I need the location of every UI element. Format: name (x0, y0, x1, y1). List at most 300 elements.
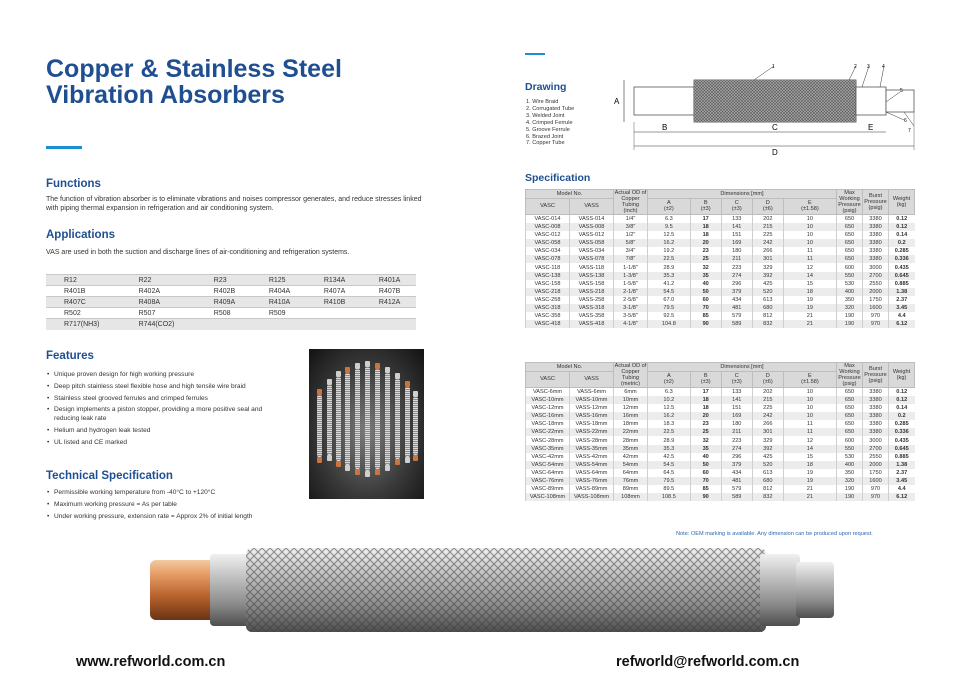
refrigerant-cell (306, 319, 361, 330)
spec-row (526, 320, 915, 328)
technical-specification-list (46, 489, 306, 524)
refrigerant-row (46, 297, 416, 308)
features-heading: Features (46, 350, 94, 362)
technical-specification-heading: Technical Specification (46, 470, 173, 482)
spec-cell: 60 (690, 469, 721, 477)
spec-row (526, 304, 915, 312)
spec-cell: 17 (690, 388, 721, 397)
spec-cell: VASC-89mm (526, 485, 570, 493)
spec-cell: VASS-76mm (570, 477, 614, 485)
spec-cell: 19 (783, 296, 836, 304)
spec-cell: 274 (721, 445, 752, 453)
spec-cell: VASS-034 (570, 247, 614, 255)
spec-cell: 680 (752, 304, 783, 312)
spec-cell: 0.435 (889, 263, 915, 271)
spec-cell: 202 (752, 215, 783, 224)
feature-item: • Design implements a piston stopper, providing a more positive seal and reducing leak rate (46, 406, 286, 424)
refrigerants-table (46, 274, 416, 330)
photo-tube-cap (365, 471, 370, 477)
spec-cell: 600 (837, 436, 863, 444)
spec-cell: 10 (783, 396, 836, 404)
spec-cell: 25 (690, 428, 721, 436)
spec-cell: 20 (690, 239, 721, 247)
spec-cell: 2.37 (889, 296, 915, 304)
col-vasc: VASC (526, 371, 570, 387)
tech-spec-item: • Under working pressure, extension rate = Approx 2% of initial length (46, 513, 306, 522)
spec-cell: VASS-358 (570, 312, 614, 320)
spec-row (526, 280, 915, 288)
callout-2: 2 (854, 64, 857, 70)
spec-cell: 2-5/8" (614, 296, 648, 304)
spec-cell: 18 (783, 288, 836, 296)
spec-cell: 0.2 (889, 239, 915, 247)
spec-cell: 650 (837, 231, 863, 239)
specification-heading: Specification (525, 172, 591, 184)
spec-cell: VASC-118 (526, 263, 570, 271)
functions-heading: Functions (46, 178, 101, 190)
spec-cell: 16mm (614, 412, 648, 420)
spec-cell: 6.12 (889, 493, 915, 501)
spec-cell: VASC-64mm (526, 469, 570, 477)
callout-6: 6 (904, 118, 907, 124)
spec-cell: 1.38 (889, 461, 915, 469)
spec-cell: VASC-318 (526, 304, 570, 312)
spec-cell: 0.12 (889, 215, 915, 224)
spec-cell: 79.5 (648, 304, 691, 312)
spec-cell: VASS-42mm (570, 453, 614, 461)
spec-cell: 242 (752, 239, 783, 247)
spec-cell: VASS-158 (570, 280, 614, 288)
spec-cell: 60 (690, 296, 721, 304)
spec-cell: 3000 (863, 263, 889, 271)
feature-item: • Deep pitch stainless steel flexible hose and high tensile wire braid (46, 383, 286, 392)
spec-cell: VASC-28mm (526, 436, 570, 444)
spec-cell: 1-1/8" (614, 263, 648, 271)
spec-cell: 10 (783, 404, 836, 412)
spec-cell: 12.5 (648, 231, 691, 239)
refrigerant-cell: R12 (46, 275, 121, 286)
refrigerant-row (46, 286, 416, 297)
spec-cell: 379 (721, 461, 752, 469)
spec-cell: 223 (721, 263, 752, 271)
spec-cell: 3380 (863, 223, 889, 231)
spec-cell: 3380 (863, 255, 889, 263)
spec-cell: 3380 (863, 412, 889, 420)
spec-cell: 10.2 (648, 396, 691, 404)
refrigerant-row (46, 319, 416, 330)
spec-cell: VASC-034 (526, 247, 570, 255)
spec-cell: 18.3 (648, 420, 691, 428)
spec-row (526, 223, 915, 231)
spec-cell: 190 (837, 485, 863, 493)
col-b-tol: (±3) (700, 379, 711, 386)
spec-row (526, 453, 915, 461)
spec-cell: 35 (690, 445, 721, 453)
spec-cell: VASS-218 (570, 288, 614, 296)
spec-cell: 434 (721, 296, 752, 304)
spec-cell: VASC-258 (526, 296, 570, 304)
col-a-tol: (±2) (663, 379, 674, 386)
spec-cell: 520 (752, 288, 783, 296)
callout-3: 3 (867, 64, 870, 70)
refrigerant-row (46, 308, 416, 319)
spec-cell: 10 (783, 215, 836, 224)
spec-cell: VASC-16mm (526, 412, 570, 420)
spec-cell: 613 (752, 296, 783, 304)
spec-cell: VASS-89mm (570, 485, 614, 493)
spec-cell: VASS-18mm (570, 420, 614, 428)
col-e-tol: (±1.58) (801, 379, 819, 386)
spec-cell: 23 (690, 420, 721, 428)
refrigerant-row (46, 275, 416, 286)
col-dimensions: Dimensions [mm] (648, 363, 837, 372)
spec-cell: 54.5 (648, 461, 691, 469)
spec-cell: VASC-158 (526, 280, 570, 288)
spec-cell: VASC-54mm (526, 461, 570, 469)
spec-cell: 400 (837, 461, 863, 469)
refrigerant-cell (361, 308, 416, 319)
technical-drawing (604, 62, 916, 162)
photo-tube (405, 387, 410, 457)
spec-cell: 76mm (614, 477, 648, 485)
spec-row (526, 420, 915, 428)
spec-cell: 680 (752, 477, 783, 485)
spec-cell: 28.9 (648, 263, 691, 271)
photo-tube-cap (375, 469, 380, 475)
photo-tube (355, 369, 360, 469)
spec-cell: 3000 (863, 436, 889, 444)
spec-cell: 2.37 (889, 469, 915, 477)
title-underline (46, 146, 82, 149)
col-b-tol: (±3) (700, 206, 711, 213)
spec-cell: 266 (752, 420, 783, 428)
photo-tube (395, 379, 400, 459)
spec-cell: VASC-218 (526, 288, 570, 296)
spec-cell: 40 (690, 453, 721, 461)
spec-cell: 650 (837, 223, 863, 231)
refrigerant-cell: R404A (268, 287, 291, 295)
spec-cell: 4.4 (889, 485, 915, 493)
spec-row (526, 215, 915, 224)
refrigerant-cell: R401A (361, 275, 416, 286)
spec-cell: 133 (721, 388, 752, 397)
spec-cell: VASC-76mm (526, 477, 570, 485)
spec-cell: 40 (690, 280, 721, 288)
spec-cell: 18mm (614, 420, 648, 428)
spec-cell: 832 (752, 493, 783, 501)
spec-cell: 650 (837, 396, 863, 404)
spec-cell: 0.885 (889, 280, 915, 288)
spec-cell: 2550 (863, 280, 889, 288)
spec-cell: 104.8 (648, 320, 691, 328)
refrigerant-cell: R23 (196, 275, 251, 286)
col-burst-pressure: Burst Pressure (psig) (863, 363, 889, 388)
part-item: 5. Groove Ferrule (526, 126, 570, 133)
spec-cell: 320 (837, 477, 863, 485)
spec-cell: 970 (863, 312, 889, 320)
spec-cell: 10 (783, 412, 836, 420)
photo-tube (345, 373, 350, 465)
refrigerant-cell: R509 (268, 309, 286, 317)
spec-cell: 3380 (863, 428, 889, 436)
spec-cell: 21 (783, 485, 836, 493)
spec-cell: 215 (752, 396, 783, 404)
spec-cell: 17 (690, 215, 721, 224)
spec-cell: VASC-058 (526, 239, 570, 247)
spec-cell: 89.5 (648, 485, 691, 493)
col-max-working-pressure: Max Working Pressure (psig) (838, 190, 861, 214)
product-banner-image (150, 540, 840, 640)
spec-cell: 0.645 (889, 272, 915, 280)
spec-cell: 589 (721, 320, 752, 328)
col-a-tol: (±2) (663, 206, 674, 213)
col-d: D (765, 373, 770, 380)
photo-tube (327, 385, 332, 455)
spec-cell: 169 (721, 239, 752, 247)
contact-email[interactable]: refworld@refworld.com.cn (616, 654, 800, 670)
spec-cell: VASS-16mm (570, 412, 614, 420)
photo-tube (375, 369, 380, 469)
spec-cell: 70 (690, 477, 721, 485)
part-item: 6. Brazed Joint (526, 133, 564, 140)
website-url[interactable]: www.refworld.com.cn (76, 654, 226, 670)
spec-cell: 600 (837, 263, 863, 271)
spec-cell: 3380 (863, 215, 889, 224)
col-weight: Weight (kg) (889, 190, 915, 215)
spec-cell: 0.14 (889, 231, 915, 239)
spec-cell: 64mm (614, 469, 648, 477)
spec-cell: VASS-64mm (570, 469, 614, 477)
spec-cell: VASS-108mm (570, 493, 614, 501)
spec-row (526, 485, 915, 493)
col-c-tol: (±3) (731, 206, 742, 213)
refrigerant-cell (361, 319, 416, 330)
spec-cell: 2700 (863, 272, 889, 280)
spec-cell: 28.9 (648, 436, 691, 444)
refrigerant-cell: R717(NH3) (46, 319, 121, 330)
dim-label-c: C (772, 123, 778, 132)
tech-spec-item: • Permissible working temperature from -40°C to +120°C (46, 489, 306, 498)
photo-tube (365, 367, 370, 471)
spec-cell: VASC-012 (526, 231, 570, 239)
spec-cell: 141 (721, 223, 752, 231)
spec-cell: 3/8" (614, 223, 648, 231)
spec-cell: 970 (863, 493, 889, 501)
drawing-braid-texture (694, 80, 856, 122)
spec-cell: VASS-54mm (570, 461, 614, 469)
drawing-copper-stub-left (634, 87, 694, 115)
spec-cell: 3.45 (889, 477, 915, 485)
spec-cell: 320 (837, 304, 863, 312)
col-e-tol: (±1.58) (801, 206, 819, 213)
spec-cell: 41.2 (648, 280, 691, 288)
features-list (46, 371, 286, 451)
part-item: 4. Crimped Ferrule (526, 119, 573, 126)
spec-cell: 3380 (863, 404, 889, 412)
col-actual-od-unit: (metric) (621, 381, 640, 387)
col-model-no: Model No. (526, 363, 614, 372)
parts-list (526, 99, 574, 147)
spec-cell: VASC-6mm (526, 388, 570, 397)
spec-cell: VASS-12mm (570, 404, 614, 412)
spec-cell: VASS-22mm (570, 428, 614, 436)
refrigerant-cell: R402A (138, 287, 161, 295)
spec-cell: 14 (783, 272, 836, 280)
spec-row (526, 288, 915, 296)
spec-cell: 1750 (863, 469, 889, 477)
spec-cell: 1-5/8" (614, 280, 648, 288)
spec-table-inch (525, 189, 915, 328)
page-title: Copper & Stainless Steel Vibration Absorbers (46, 55, 342, 109)
spec-cell: 301 (752, 428, 783, 436)
spec-cell: 19 (783, 477, 836, 485)
spec-cell: 613 (752, 469, 783, 477)
spec-cell: VASC-12mm (526, 404, 570, 412)
spec-cell: VASC-138 (526, 272, 570, 280)
spec-cell: 3380 (863, 396, 889, 404)
spec-cell: 92.5 (648, 312, 691, 320)
product-photo (309, 349, 424, 499)
spec-cell: 67.0 (648, 296, 691, 304)
spec-row (526, 388, 915, 397)
refrigerant-cell: R401B (64, 287, 86, 295)
spec-cell: 85 (690, 312, 721, 320)
spec-cell: VASS-35mm (570, 445, 614, 453)
spec-cell: 392 (752, 272, 783, 280)
spec-row (526, 231, 915, 239)
spec-cell: VASS-28mm (570, 436, 614, 444)
spec-cell: 223 (721, 436, 752, 444)
spec-row (526, 312, 915, 320)
spec-cell: 141 (721, 396, 752, 404)
spec-cell: 21 (783, 493, 836, 501)
refrigerant-cell: R407B (378, 287, 401, 295)
drawing-ferrule-right (856, 87, 886, 115)
spec-cell: 19.2 (648, 247, 691, 255)
feature-item: • Helium and hydrogen leak tested (46, 427, 286, 436)
spec-cell: 10 (783, 223, 836, 231)
spec-cell: 42.5 (648, 453, 691, 461)
spec-cell: 12.5 (648, 404, 691, 412)
spec-cell: 10mm (614, 396, 648, 404)
spec-cell: 42mm (614, 453, 648, 461)
photo-tube-cap (317, 457, 322, 463)
spec-cell: 520 (752, 461, 783, 469)
spec-cell: 190 (837, 320, 863, 328)
spec-cell: 296 (721, 453, 752, 461)
col-actual-od: Actual OD of Copper Tubing (614, 363, 647, 381)
spec-cell: 35mm (614, 445, 648, 453)
col-dimensions: Dimensions [mm] (648, 190, 837, 199)
spec-cell: 190 (837, 312, 863, 320)
spec-cell: 18 (690, 404, 721, 412)
spec-cell: VASC-358 (526, 312, 570, 320)
col-burst-pressure: Burst Pressure (psig) (863, 190, 889, 215)
spec-cell: VASS-6mm (570, 388, 614, 397)
spec-cell: 650 (837, 255, 863, 263)
refrigerant-cell: R410B (306, 297, 361, 308)
spec-row (526, 493, 915, 501)
spec-cell: 3380 (863, 388, 889, 397)
spec-cell: 530 (837, 280, 863, 288)
spec-cell: 2550 (863, 453, 889, 461)
spec-cell: 0.336 (889, 255, 915, 263)
spec-cell: 180 (721, 420, 752, 428)
refrigerant-cell: R412A (361, 297, 416, 308)
spec-cell: 329 (752, 436, 783, 444)
feature-item: • UL listed and CE marked (46, 439, 286, 448)
spec-cell: 274 (721, 272, 752, 280)
photo-tube (336, 377, 341, 461)
spec-cell: 1-3/8" (614, 272, 648, 280)
spec-cell: VASC-078 (526, 255, 570, 263)
spec-cell: 1/4" (614, 215, 648, 224)
callout-5: 5 (900, 88, 903, 94)
spec-cell: 650 (837, 428, 863, 436)
spec-table-metric (525, 362, 915, 501)
refrigerant-cell: R507 (138, 309, 156, 317)
spec-cell: 108.5 (648, 493, 691, 501)
feature-item: • Stainless steel grooved ferrules and crimped ferrules (46, 395, 286, 404)
spec-cell: 22mm (614, 428, 648, 436)
spec-cell: VASC-42mm (526, 453, 570, 461)
refrigerant-cell: R410A (251, 297, 306, 308)
col-c-tol: (±3) (731, 379, 742, 386)
spec-cell: 5/8" (614, 239, 648, 247)
spec-cell: 3380 (863, 420, 889, 428)
spec-cell: 1600 (863, 304, 889, 312)
spec-cell: 50 (690, 461, 721, 469)
col-b: B (703, 200, 708, 207)
spec-cell: 6.3 (648, 215, 691, 224)
spec-cell: 10 (783, 239, 836, 247)
spec-cell: 11 (783, 420, 836, 428)
col-e: E (808, 373, 812, 380)
spec-row (526, 445, 915, 453)
spec-cell: 19 (783, 469, 836, 477)
spec-cell: 296 (721, 280, 752, 288)
spec-cell: 812 (752, 485, 783, 493)
spec-cell: VASS-078 (570, 255, 614, 263)
col-d-tol: (±6) (762, 206, 773, 213)
spec-cell: 202 (752, 388, 783, 397)
spec-row (526, 296, 915, 304)
spec-row (526, 461, 915, 469)
col-a: A (666, 373, 671, 380)
spec-cell: 133 (721, 215, 752, 224)
photo-tube (385, 373, 390, 465)
spec-cell: 15 (783, 453, 836, 461)
refrigerant-cell (306, 308, 361, 319)
spec-cell: 16.2 (648, 412, 691, 420)
spec-cell: VASC-22mm (526, 428, 570, 436)
spec-cell: 4-1/8" (614, 320, 648, 328)
refrigerant-cell (251, 319, 306, 330)
spec-cell: 10 (783, 388, 836, 397)
tech-spec-item: • Maximum working pressure = As per table (46, 501, 306, 510)
spec-cell: 0.285 (889, 247, 915, 255)
spec-cell: 3380 (863, 239, 889, 247)
spec-cell: 64.5 (648, 469, 691, 477)
spec-cell: 2-1/8" (614, 288, 648, 296)
spec-row (526, 477, 915, 485)
spec-cell: 28mm (614, 436, 648, 444)
banner-ferrule-left (210, 554, 250, 626)
spec-cell: 350 (837, 296, 863, 304)
spec-cell: VASS-258 (570, 296, 614, 304)
spec-cell: 0.2 (889, 412, 915, 420)
refrigerant-cell: R744(CO2) (121, 319, 196, 330)
